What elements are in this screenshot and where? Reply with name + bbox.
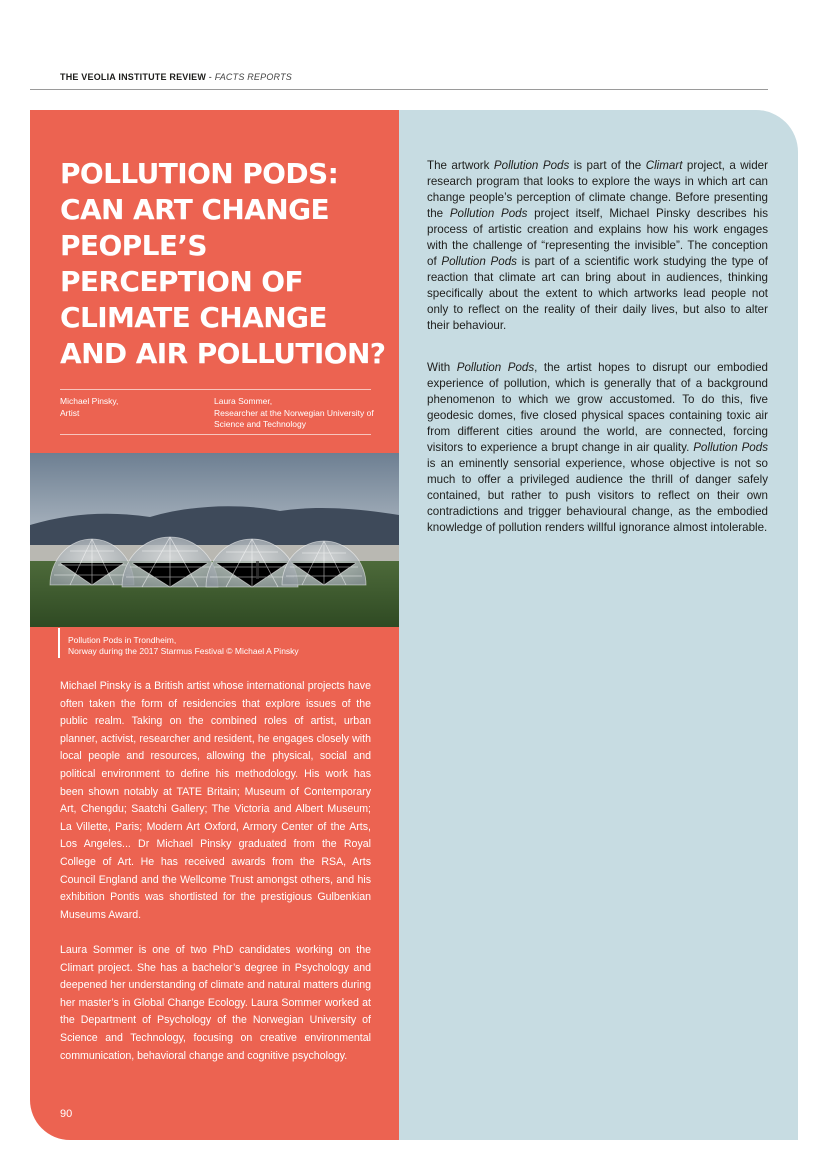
caption-line-1: Pollution Pods in Trondheim, (68, 635, 177, 645)
body-paragraph-1: The artwork Pollution Pods is part of the Climart project, a wider research program that looks to explore the ways in which art can change people’s perception of climate change. Before presenting the Pollution Pods project itself, Michael Pinsky describes his process of artistic creation and explains how his work engages with the challenge of “representing the invisible”. The conception of Pollution Pods is part of a scientific work studying the type of reaction that climate art can bring about in audiences, thinking specifically about the extent to which artworks lead people not only to reflect on the reality of their daily lives, but also to alter their behaviour. (427, 159, 769, 332)
bio-laura-sommer: Laura Sommer is one of two PhD candidates working on the Climart project. She has a bachelor’s degree in Psychology and deepened her understanding of climate and natural matters during her master’s in Global Change Ecology. Laura Sommer worked at the Department of Psychology of the Norwegian University of Science and Technology, focusing on creative environmental communication, behavioral change and cognitive psychology. (60, 944, 371, 1062)
publication-name: THE VEOLIA INSTITUTE REVIEW (60, 72, 207, 82)
author-1-role: Artist (60, 407, 80, 418)
author-2-role: Researcher at the Norwegian University of Science and Technology (214, 407, 374, 429)
header-separator: - (206, 72, 215, 82)
page-number: 90 (60, 1108, 73, 1120)
author-rule-bottom (60, 434, 371, 435)
photo-caption (68, 635, 388, 657)
caption-bar (58, 628, 60, 658)
caption-line-2: Norway during the 2017 Starmus Festival © Michael A Pinsky (68, 646, 299, 656)
author-2 (214, 396, 374, 431)
section-name: FACTS REPORTS (214, 72, 292, 82)
author-1-name: Michael Pinsky, (60, 396, 119, 406)
header-rule (30, 89, 768, 90)
author-2-name: Laura Sommer, (214, 396, 273, 406)
author-1 (60, 396, 200, 419)
body-paragraph-2: With Pollution Pods, the artist hopes to disrupt our embodied experience of pollution, which is generally that of a background phenomenon to which we grow accustomed. To do this, five geodesic domes, five closed physical spaces containing toxic air from different cities around the world, are connected, forcing visitors to experience a brupt change in air quality. Pollution Pods is an eminently sensorial experience, whose objective is not so much to offer a privileged audience the thrill of danger safely contained, but rather to push visitors to reflect on their own contradictions and trigger behavioural change, as the embodied knowledge of pollution renders willful ignorance almost intolerable. (427, 361, 768, 534)
article-title: POLLUTION PODS: CAN ART CHANGE PEOPLE’S PERCEPTION OF CLIMATE CHANGE AND AIR POLLUTION? (60, 157, 386, 370)
bio-michael-pinsky: Michael Pinsky is a British artist whose international projects have often taken the form of residencies that explore issues of the public realm. Taking on the combined roles of artist, urban planner, activist, researcher and resident, he engages closely with local people and resources, allowing the physical, social and political environment to define his methodology. His work has been shown notably at TATE Britain; Museum of Contemporary Art, Chengdu; Saatchi Gallery; The Victoria and Albert Museum; La Villette, Paris; Modern Art Oxford, Armory Center of the Arts, Los Angeles... Dr Michael Pinsky graduated from the Royal College of Art. He has received awards from the RSA, Arts Council England and the Wellcome Trust amongst others, and his exhibition Pontis was shortlisted for the prestigious Gulbenkian Museums Award. (60, 680, 371, 921)
running-header (60, 72, 292, 82)
pollution-pods-photo (30, 453, 399, 627)
author-rule-top (60, 389, 371, 390)
